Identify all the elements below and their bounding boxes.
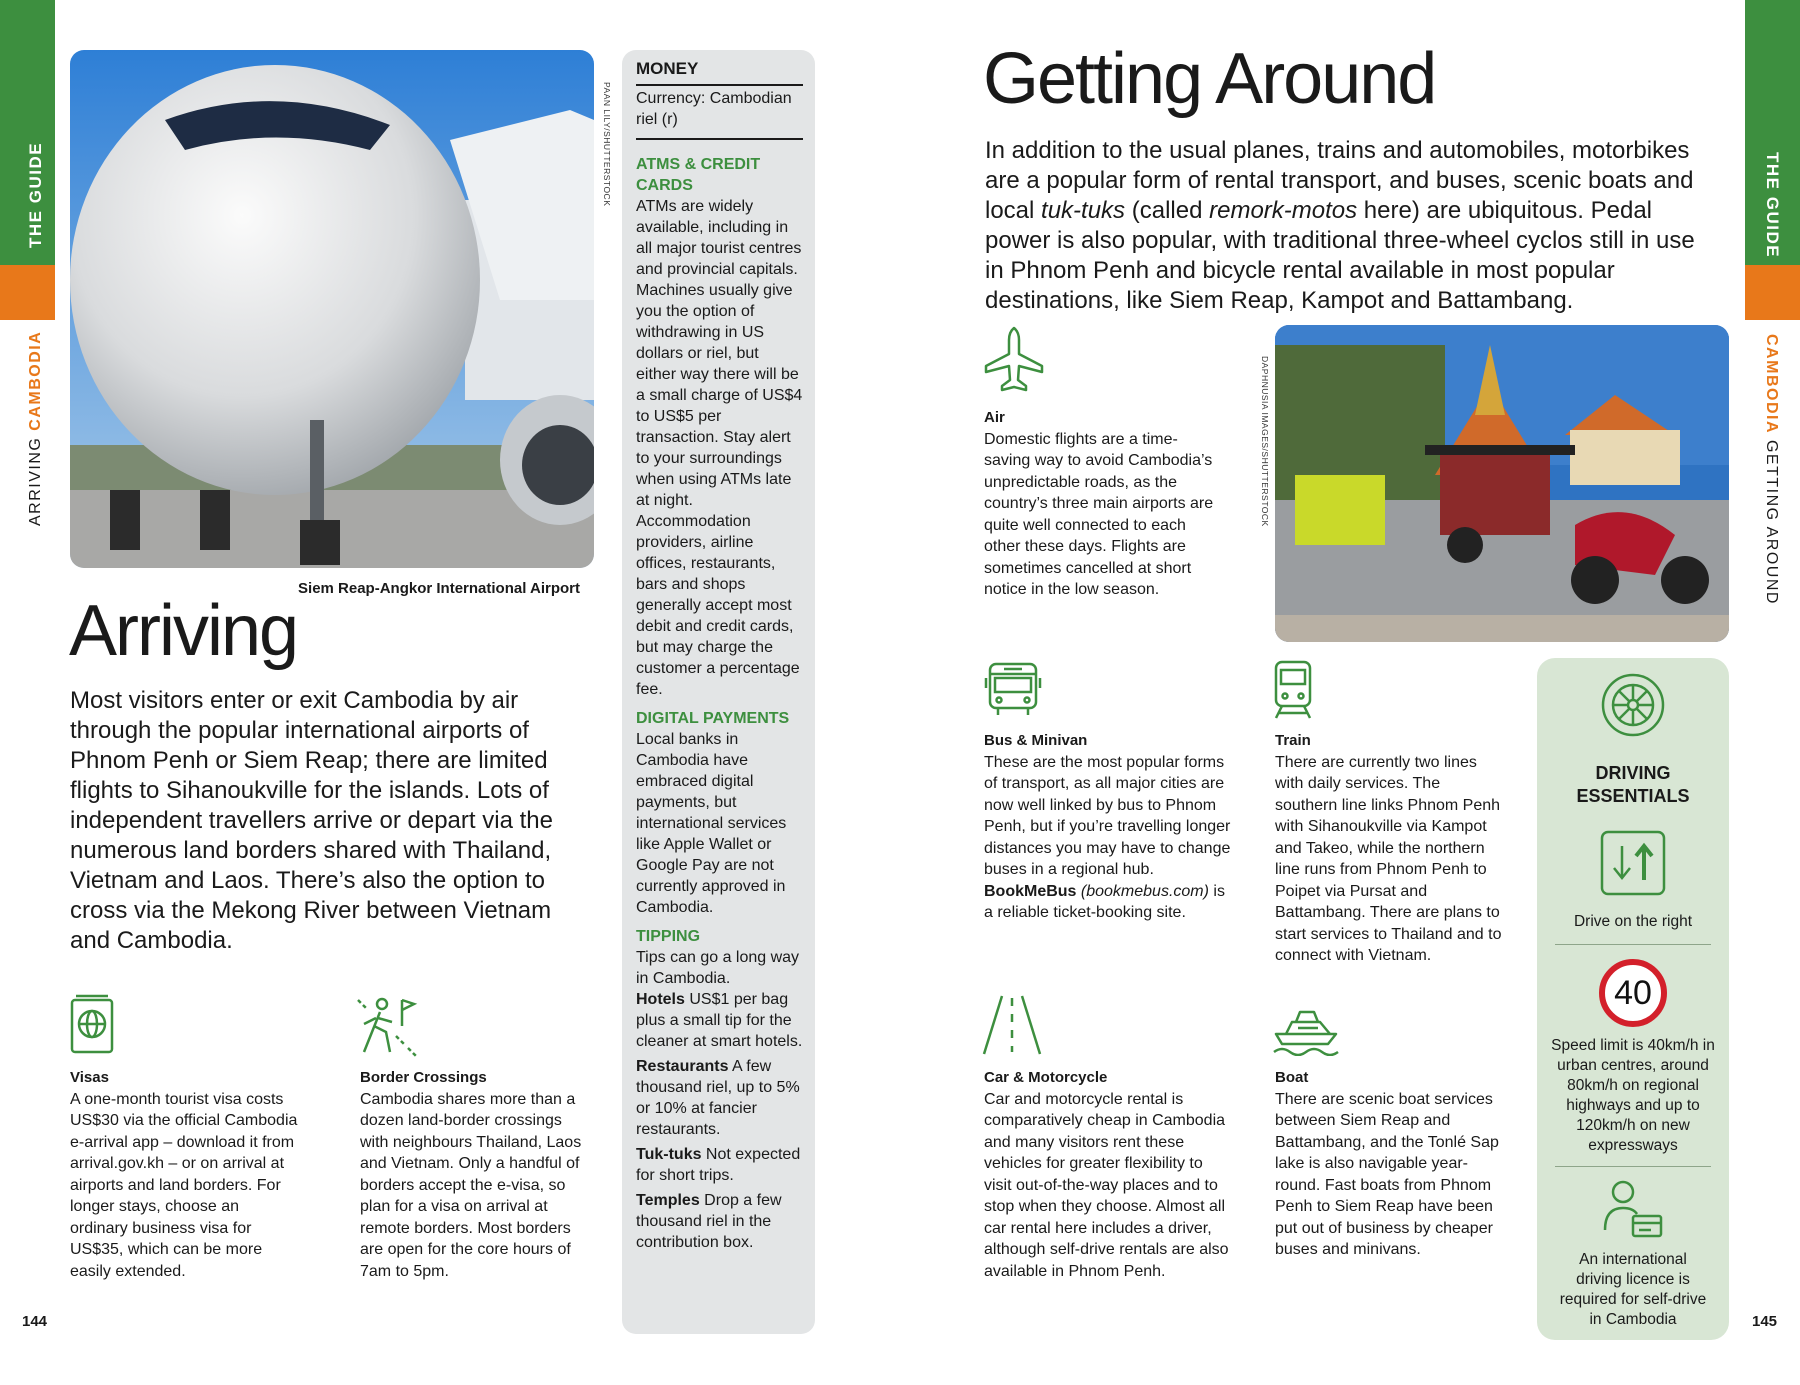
road-icon xyxy=(982,994,1042,1061)
money-sections xyxy=(636,154,803,1253)
photo-credit-left: PAAN LILY/SHUTTERSTOCK xyxy=(602,82,612,207)
intro-text: here) are ubiquitous. Pedal power is also popular, with traditional three-wheel cyclos still in use in Phnom Penh and bicycle rental available in most popular destinations, like Siem Reap, Kampot and Battambang. xyxy=(985,197,1695,314)
driving-licence-icon xyxy=(1603,1180,1665,1245)
intro-emphasis: tuk-tuks xyxy=(1041,197,1126,224)
bus-text: These are the most popular forms of transport, as all major cities are now well linked by bus to Phnom Penh, but if you’re travelling longer distances you may have to change buses in a regional hub. xyxy=(984,753,1231,878)
boat-icon xyxy=(1272,998,1340,1061)
feature-car-motorcycle xyxy=(984,1067,1234,1282)
passport-icon xyxy=(68,994,116,1059)
train-icon xyxy=(1270,660,1316,725)
train-title: Train xyxy=(1275,732,1311,749)
right-running-head xyxy=(1762,334,1780,605)
money-rule-top xyxy=(636,84,803,86)
air-text: Domestic flights are a time-saving way to avoid Cambodia’s unpredictable roads, as the country’s three main airports are quite well connected to each other these days. Flights are sometimes cancelled at short notice in the low season. xyxy=(984,430,1214,598)
feature-air xyxy=(984,407,1224,601)
left-orange-tab xyxy=(0,265,55,320)
tip-text: A few thousand riel, up to 5% or 10% at fancier restaurants. xyxy=(636,1058,800,1138)
driving-essentials-title: DRIVING ESSENTIALS xyxy=(1576,763,1690,806)
visas-text: A one-month tourist visa costs US$30 via the official Cambodia e-arrival app – download it from arrival.gov.kh – or on arrival at airports and land borders. For longer stays, choose an ordinary business visa for US$35, which can be more easily extended. xyxy=(70,1090,298,1280)
airplane-photo xyxy=(70,50,594,568)
tip-tuk-tuks xyxy=(636,1144,803,1186)
photo-credit-right: DAPHNUSIA IMAGES/SHUTTERSTOCK xyxy=(1260,356,1270,527)
digital-payments-heading: DIGITAL PAYMENTS xyxy=(636,710,790,727)
feature-train xyxy=(1275,730,1505,967)
tuk-tuk-photo xyxy=(1275,325,1729,642)
visas-title: Visas xyxy=(70,1069,109,1086)
atms-text: ATMs are widely available, including in all major tourist centres and provincial capitals. Machines usually give you the option of withdrawing in US dollars or riel, but either way there will be a small charge of US$4 to US$5 per transaction. Stay alert to your surroundings when using ATMs late at night. Accommodation providers, airline offices, restaurants, bars and shops generally accept most debit and credit cards, but may charge the customer a percentage fee. xyxy=(636,198,803,698)
border-crossing-icon xyxy=(356,996,420,1063)
atms-heading: ATMS & CREDIT CARDS xyxy=(636,156,761,194)
left-guide-tab-label: THE GUIDE xyxy=(26,141,45,248)
tip-text: US$1 per bag plus a small tip for the cleaner at smart hotels. xyxy=(636,991,803,1050)
licence-text: An international driving licence is required for self-drive in Cambodia xyxy=(1559,1251,1707,1328)
money-rule-bottom xyxy=(636,138,803,140)
tip-restaurants xyxy=(636,1056,803,1140)
running-head-section: GETTING AROUND xyxy=(1763,439,1780,605)
bus-text-tail: is a reliable ticket-booking site. xyxy=(984,882,1225,921)
tip-text: Not expected for short trips. xyxy=(636,1146,801,1184)
bookmebus-link[interactable]: BookMeBus xyxy=(984,882,1077,900)
border-crossings-text: Cambodia shares more than a dozen land-border crossings with neighbours Thailand, Laos and Vietnam. Only a handful of borders accept the e-visa, so plan for a visa on arrival at remote borders. Most borders are open for the core hours of 7am to 5pm. xyxy=(360,1090,582,1280)
page-number-right: 145 xyxy=(1752,1313,1778,1330)
intro-text: (called xyxy=(1125,197,1210,224)
tip-label: Restaurants xyxy=(636,1058,729,1075)
intro-text: In addition to the usual planes, trains and automobiles, motorbikes are a popular form of rental transport, and buses, scenic boats and local xyxy=(985,137,1694,224)
driving-essentials-box xyxy=(1537,658,1729,1340)
driving-divider-1 xyxy=(1555,944,1711,945)
bus-title: Bus & Minivan xyxy=(984,732,1088,749)
money-heading: MONEY xyxy=(636,59,699,78)
right-orange-tab xyxy=(1745,265,1800,320)
speed-limit-value: 40 xyxy=(1614,974,1652,1012)
tip-label: Temples xyxy=(636,1192,700,1209)
money-sidebar xyxy=(622,50,815,1334)
tip-label: Tuk-tuks xyxy=(636,1146,702,1163)
tip-hotels xyxy=(636,989,803,1052)
driving-divider-2 xyxy=(1555,1166,1711,1167)
bookmebus-url[interactable]: (bookmebus.com) xyxy=(1080,882,1209,900)
speed-limit-text: Speed limit is 40km/h in urban centres, around 80km/h on regional highways and up to 120km/h on new expressways xyxy=(1551,1037,1715,1154)
tipping-heading: TIPPING xyxy=(636,928,701,945)
right-guide-tab-label: THE GUIDE xyxy=(1763,152,1782,259)
air-title: Air xyxy=(984,409,1005,426)
page-number-left: 144 xyxy=(22,1313,48,1330)
running-head-section: ARRIVING xyxy=(27,436,44,526)
tip-text: Drop a few thousand riel in the contribution box. xyxy=(636,1192,782,1251)
train-text: There are currently two lines with daily services. The southern line links Phnom Penh with Sihanoukville via Kampot and Takeo, while the northern line runs from Phnom Penh to Poipet via Pursat and Battambang. There are plans to start services to Thailand and to connect with Vietnam. xyxy=(1275,753,1502,964)
bus-icon xyxy=(984,660,1042,723)
tipping-text: Tips can go a long way in Cambodia. xyxy=(636,949,800,987)
tip-temples xyxy=(636,1190,803,1253)
steering-wheel-icon xyxy=(1600,672,1666,743)
left-running-head xyxy=(27,331,45,526)
page-title-getting-around: Getting Around xyxy=(983,39,1436,119)
getting-around-intro xyxy=(985,136,1715,316)
drive-on-right-text: Drive on the right xyxy=(1573,913,1693,930)
digital-payments-text: Local banks in Cambodia have embraced digital payments, but international services like Apple Wallet or Google Pay are not currently approved in Cambodia. xyxy=(636,731,787,916)
boat-text: There are scenic boat services between Siem Reap and Battambang, and the Tonlé Sap lake is also navigable year-round. Fast boats from Phnom Penh to Siem Reap have been put out of business by cheaper buses and minivans. xyxy=(1275,1090,1499,1258)
car-text: Car and motorcycle rental is comparatively cheap in Cambodia and many visitors rent these vehicles for greater flexibility to visit out-of-the-way places and to stop when they choose. Almost all car rental here includes a driver, although self-drive rentals are also available in Phnom Penh. xyxy=(984,1090,1229,1280)
airplane-icon xyxy=(984,326,1044,397)
arriving-intro: Most visitors enter or exit Cambodia by air through the popular international airports of Phnom Penh or Siem Reap; there are limited flights to Sihanoukville for the islands. Lots of independent travellers arrive or depart via the numerous land borders shared with Thailand, Vietnam and Laos. There’s also the option to cross via the Mekong River between Vietnam and Cambodia. xyxy=(70,687,553,954)
feature-border-crossings xyxy=(360,1067,590,1282)
feature-visas xyxy=(70,1067,300,1282)
running-head-country: CAMBODIA xyxy=(1763,334,1780,434)
feature-boat xyxy=(1275,1067,1505,1261)
money-currency: Currency: Cambodian riel (r) xyxy=(636,90,792,128)
intro-emphasis: remork-motos xyxy=(1209,197,1358,224)
running-head-country: CAMBODIA xyxy=(27,330,44,431)
car-title: Car & Motorcycle xyxy=(984,1069,1108,1086)
boat-title: Boat xyxy=(1275,1069,1309,1086)
tip-label: Hotels xyxy=(636,991,685,1008)
speed-limit-sign-icon xyxy=(1598,958,1668,1028)
photo-caption: Siem Reap-Angkor International Airport xyxy=(298,580,580,597)
page-title-arriving: Arriving xyxy=(69,591,298,671)
border-crossings-title: Border Crossings xyxy=(360,1069,487,1086)
drive-right-arrows-icon xyxy=(1600,830,1666,901)
feature-bus xyxy=(984,730,1234,924)
